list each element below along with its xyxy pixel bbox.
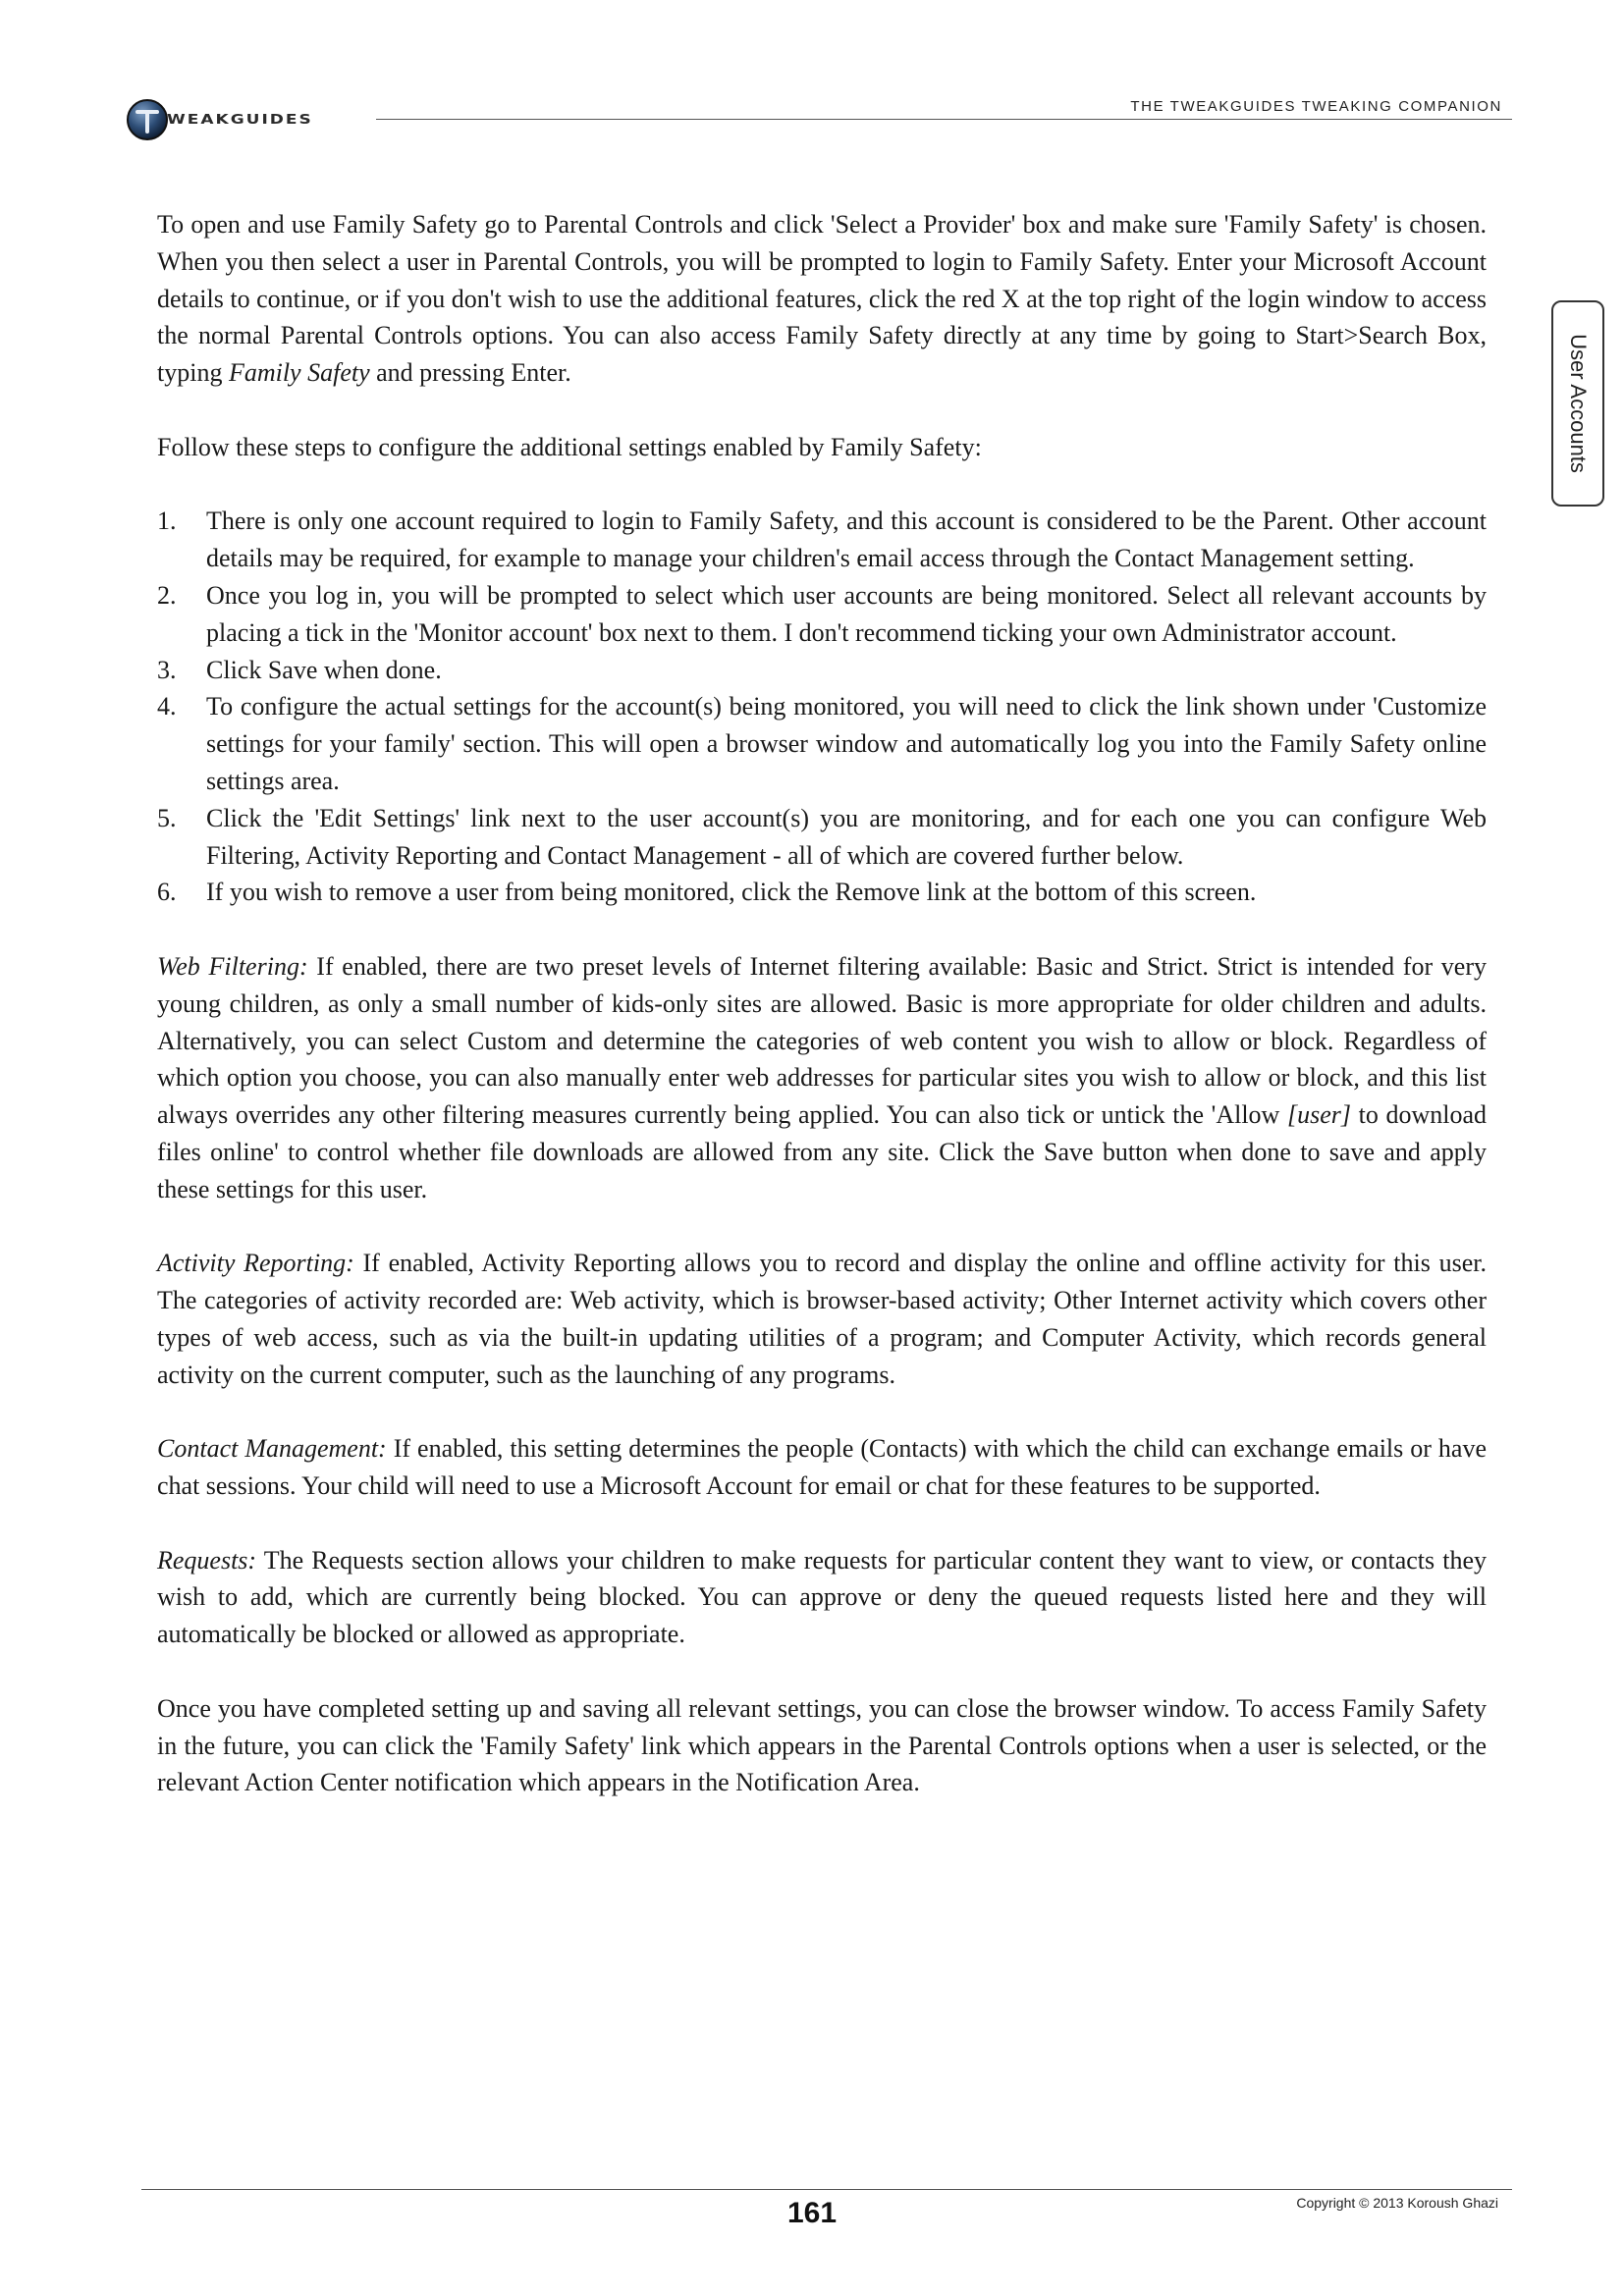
copyright-notice: Copyright © 2013 Koroush Ghazi <box>1296 2195 1498 2211</box>
page-content <box>157 206 1487 1839</box>
closing-paragraph: Once you have completed setting up and saving all relevant settings, you can close the browser window. To access Family Safety in the future, you can click the 'Family Safety' link which appears in the Parental Controls options when a user is selected, or the relevant Action Center notification which appears in the Notification Area. <box>157 1693 1487 1797</box>
list-item: 1. There is only one account required to login to Family Safety, and this account is considered to be the Parent. Other account details may be required, for example to manage your children's email access through the Contact Management setting. <box>157 507 1487 573</box>
section-tab-label: User Accounts <box>1566 334 1591 473</box>
list-item: 6. If you wish to remove a user from being monitored, click the Remove link at the bottom of this screen. <box>157 878 1257 907</box>
steps-intro: Follow these steps to configure the additional settings enabled by Family Safety: <box>157 432 982 461</box>
web-filtering-paragraph: Web Filtering: If enabled, there are two preset levels of Internet filtering available: Basic and Strict. Strict is intended for very young children, as only a small number of kids-only sites are allowed. Basic is more appropriate for older children and adults. Alternatively, you can select Custom and determine the categories of web content you wish to allow or block. Regardless of which option you choose, you can also manually enter web addresses for particular sites you wish to allow or block, and this list always overrides any other filtering measures currently being applied. You can also tick or untick the 'Allow [user] to download files online' to control whether file downloads are allowed from any site. Click the Save button when done to save and apply these settings for this user. <box>157 951 1488 1203</box>
globe-icon <box>126 98 169 141</box>
list-item: 5. Click the 'Edit Settings' link next to the user account(s) you are monitoring, and for each one you can configure Web Filtering, Activity Reporting and Contact Management - all of which are covered further below. <box>157 803 1487 870</box>
steps-list <box>157 503 1487 911</box>
web-filtering-lead: Web Filtering: <box>157 951 308 981</box>
logo-wordmark: WEAKGUIDES <box>167 112 313 128</box>
footer-rule <box>141 2189 1512 2190</box>
activity-reporting-paragraph: Activity Reporting: If enabled, Activity Reporting allows you to record and display the online and offline activity for this user. The categories of activity recorded are: Web activity, which is browser-based activity; Other Internet activity which covers other types of web access, such as via the built-in updating utilities of a program; and Computer Activity, which records general activity on the current computer, such as the launching of any programs. <box>157 1249 1487 1389</box>
page-header <box>126 92 1512 147</box>
requests-lead: Requests: <box>157 1545 257 1575</box>
activity-reporting-lead: Activity Reporting: <box>157 1249 354 1278</box>
section-tab <box>1551 300 1604 507</box>
list-item: 2. Once you log in, you will be prompted to select which user accounts are being monitored. Select all relevant accounts by placing a tick in the 'Monitor account' box next to them. I don't recommend ticking your own Administrator account. <box>157 580 1487 647</box>
header-title: THE TWEAKGUIDES TWEAKING COMPANION <box>1130 98 1502 115</box>
contact-management-paragraph: Contact Management: If enabled, this setting determines the people (Contacts) with which the child can exchange emails or have chat sessions. Your child will need to use a Microsoft Account for email or chat for these features to be supported. <box>157 1434 1488 1501</box>
intro-paragraph: To open and use Family Safety go to Parental Controls and click 'Select a Provider' box and make sure 'Family Safety' is chosen. When you then select a user in Parental Controls, you will be prompted to login to Family Safety. Enter your Microsoft Account details to continue, or if you don't wish to use the additional features, click the red X at the top right of the login window to access the normal Parental Controls options. You can also access Family Safety directly at any time by going to Start>Search Box, typing Family Safety and pressing Enter. <box>157 210 1487 388</box>
header-rule <box>376 119 1512 120</box>
list-item: 4. To configure the actual settings for the account(s) being monitored, you will need to click the link shown under 'Customize settings for your family' section. This will open a browser window and automatically log you into the Family Safety online settings area. <box>157 692 1487 795</box>
requests-paragraph: Requests: The Requests section allows your children to make requests for particular content they want to view, or contacts they wish to add, which are currently being blocked. You can approve or deny the queued requests listed here and they will automatically be blocked or allowed as appropriate. <box>157 1545 1487 1649</box>
page-number: 161 <box>786 2197 838 2229</box>
list-item: 3. Click Save when done. <box>157 655 442 684</box>
tweakguides-logo <box>126 96 313 143</box>
contact-management-lead: Contact Management: <box>157 1434 387 1464</box>
